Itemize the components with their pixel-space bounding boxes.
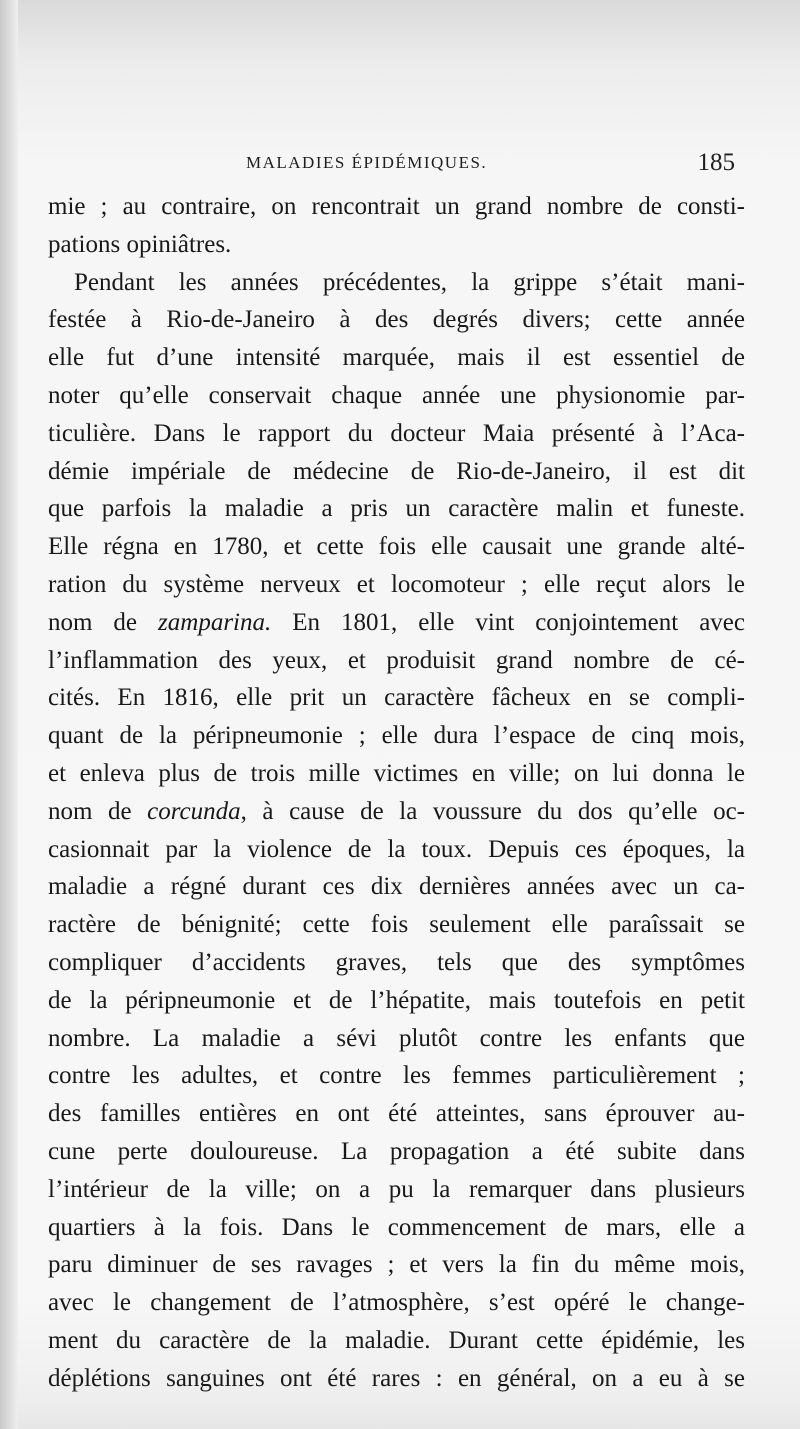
text-line: elle fut d’une intensité marquée, mais il est essentiel de bbox=[48, 344, 745, 372]
page-header bbox=[50, 145, 740, 181]
text-line: de la péripneumonie et de l’hépatite, mais toutefois en petit bbox=[48, 986, 745, 1014]
text-line: nombre. La maladie a sévi plutôt contre les enfants que bbox=[48, 1024, 745, 1052]
text-line: l’inflammation des yeux, et produisit grand nombre de cé- bbox=[48, 646, 745, 674]
text-line: ment du caractère de la maladie. Durant cette épidémie, les bbox=[48, 1326, 745, 1354]
text-line: l’intérieur de la ville; on a pu la remarquer dans plusieurs bbox=[48, 1175, 745, 1203]
text-line: cune perte douloureuse. La propagation a été subite dans bbox=[48, 1137, 745, 1165]
text-line: maladie a régné durant ces dix dernières années avec un ca- bbox=[48, 873, 745, 901]
text-line: festée à Rio-de-Janeiro à des degrés divers; cette année bbox=[48, 306, 745, 334]
body-text bbox=[48, 188, 745, 1398]
text-line bbox=[48, 604, 745, 642]
page-gutter-shadow bbox=[0, 0, 18, 1429]
italic-term: zamparina. bbox=[158, 608, 272, 636]
text-segment: , à cause de la voussure du dos qu’elle oc- bbox=[240, 797, 745, 825]
text-line: mie ; au contraire, on rencontrait un grand nombre de consti- bbox=[48, 193, 745, 220]
text-line: ticulière. Dans le rapport du docteur Maia présenté à l’Aca- bbox=[48, 419, 745, 447]
page-number: 185 bbox=[697, 149, 735, 176]
text-line: quartiers à la fois. Dans le commencement de mars, elle a bbox=[48, 1213, 745, 1241]
text-line: quant de la péripneumonie ; elle dura l’espace de cinq mois, bbox=[48, 722, 745, 750]
text-line: ration du système nerveux et locomoteur ; elle reçut alors le bbox=[48, 570, 745, 598]
text-segment: nom de bbox=[48, 797, 148, 825]
text-line: des familles entières en ont été atteintes, sans éprouver au- bbox=[48, 1100, 745, 1128]
text-line: ractère de bénignité; cette fois seulement elle paraîssait se bbox=[48, 911, 745, 939]
text-line: que parfois la maladie a pris un caractère malin et funeste. bbox=[48, 495, 745, 523]
text-line: compliquer d’accidents graves, tels que des symptômes bbox=[48, 948, 745, 976]
text-line: pations opiniâtres. bbox=[48, 230, 232, 258]
text-line: déplétions sanguines ont été rares : en général, on a eu à se bbox=[48, 1364, 745, 1392]
text-line: Pendant les années précédentes, la grippe s’était mani- bbox=[74, 268, 745, 296]
text-line: noter qu’elle conservait chaque année une physionomie par- bbox=[48, 381, 745, 409]
text-line: paru diminuer de ses ravages ; et vers la fin du même mois, bbox=[48, 1251, 745, 1279]
text-line bbox=[48, 793, 745, 831]
text-line: cités. En 1816, elle prit un caractère fâcheux en se compli- bbox=[48, 684, 745, 712]
text-line: casionnait par la violence de la toux. Depuis ces époques, la bbox=[48, 835, 745, 863]
text-line: et enleva plus de trois mille victimes en ville; on lui donna le bbox=[48, 759, 745, 787]
text-line: avec le changement de l’atmosphère, s’est opéré le change- bbox=[48, 1289, 745, 1317]
text-line: contre les adultes, et contre les femmes particulièrement ; bbox=[48, 1062, 745, 1090]
text-segment: nom de bbox=[48, 608, 159, 636]
text-line: Elle régna en 1780, et cette fois elle causait une grande alté- bbox=[48, 533, 745, 561]
italic-term: corcunda bbox=[147, 797, 241, 825]
text-line: démie impériale de médecine de Rio-de-Janeiro, il est dit bbox=[48, 457, 745, 485]
running-title: MALADIES ÉPIDÉMIQUES. bbox=[246, 153, 488, 172]
text-segment: En 1801, elle vint conjointement avec bbox=[271, 608, 745, 636]
